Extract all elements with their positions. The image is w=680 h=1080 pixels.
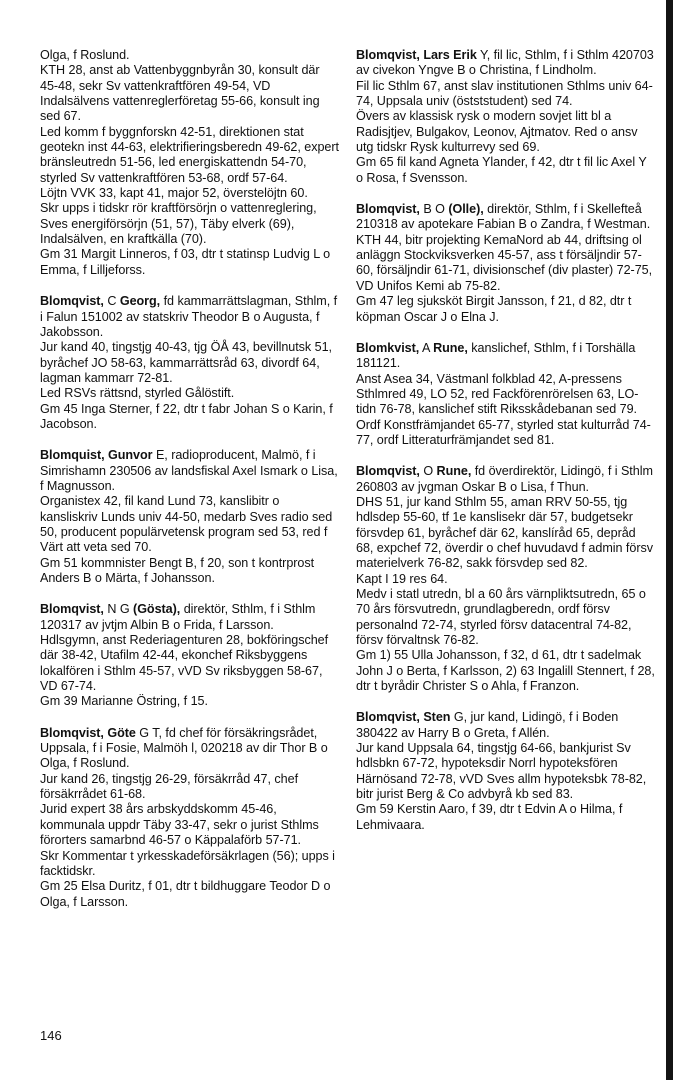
entry-header <box>40 294 340 340</box>
entry-header <box>40 448 340 494</box>
entry-line: Gm 31 Margit Linneros, f 03, dtr t statinsp Ludvig L o Emma, f Lilljeforss. <box>40 247 331 277</box>
entry-paragraph: Ordf Konstfrämjandet 65-77, styrled stat kulturråd 74-77, ordf Litteraturfrämjandet sed 81. <box>356 417 651 447</box>
entry-surname: Blomquist, Gunvor <box>40 448 153 463</box>
entry-intro: Y, fil lic, Sthlm, f i Sthlm 420703 av civekon Yngve B o Christina, f Lindholm. <box>356 48 654 78</box>
entry-surname: Blomqvist, <box>356 202 420 217</box>
entry-surname: Blomqvist, <box>356 464 420 479</box>
entry-intro: E, radioproducent, Malmö, f i Simrishamn 230506 av landsfiskal Axel Ismark o Lisa, f Magnusson. <box>40 448 338 493</box>
biography-entry <box>40 726 340 910</box>
entry-paragraph: Gm 39 Marianne Östring, f 15. <box>40 694 208 709</box>
entry-surname: Blomqvist, Göte <box>40 725 136 740</box>
entry-intro: G, jur kand, Lidingö, f i Boden 380422 av Harry B o Greta, f Allén. <box>356 710 619 740</box>
entry-paragraph: Jur kand Uppsala 64, tingstjg 64-66, bankjurist Sv hdlsbkn 67-72, hypoteksdir Norrl hypoteksfören Härnösand 72-78, vVD Sves allm hypoteksbk 78-82, bitr jurist Berg & Co advbyrå kb sed 83. <box>356 741 647 802</box>
entry-header <box>40 726 340 772</box>
entry-surname: Blomqvist, <box>40 602 104 617</box>
entry-intro: direktör, Sthlm, f i Skellefteå 210318 av apotekare Fabian B o Zandra, f Westman. <box>356 202 651 232</box>
biography-entry <box>356 48 656 186</box>
entry-surname: Blomqvist, Sten <box>356 710 451 725</box>
entry-line: Löjtn VVK 33, kapt 41, major 52, överstelöjtn 60. <box>40 186 308 201</box>
right-column <box>356 48 656 849</box>
entry-paragraph: DHS 51, jur kand Sthlm 55, aman RRV 50-55, tjg hdlsdep 55-60, tf 1e kanslisekr där 57, budgetsekr försvdep 61, byråchef där 62, kanslíråd 65, depråd 68, expchef 72, överdir o chef huvudavd f admin försv materielverk 76-82, sakk försvdep sed 82. <box>356 494 653 571</box>
entry-paragraph: Gm 59 Kerstin Aaro, f 39, dtr t Edvin A o Hilma, f Lehmivaara. <box>356 802 623 832</box>
entry-intro: G T, fd chef för försäkringsrådet, Uppsala, f i Fosie, Malmöh l, 020218 av dir Thor B o Olga, f Roslund. <box>40 725 328 771</box>
biography-entry <box>356 341 656 448</box>
entry-paragraph: Gm 25 Elsa Duritz, f 01, dtr t bildhuggare Teodor D o Olga, f Larsson. <box>40 879 331 909</box>
entry-surname: Blomqvist, <box>40 294 104 309</box>
entry-paragraph: Övers av klassisk rysk o modern sovjet litt bl a Radisjtjev, Bulgakov, Leonov, Ajtmatov. Red o ansv utg tidskr Rysk kulturrevy sed 69. <box>356 109 638 155</box>
entry-paragraph: Gm 1) 55 Ulla Johansson, f 32, d 61, dtr t sadelmak John J o Berta, f Karlsson, 2) 63 Ingalill Stennert, f 28, dtr t byrådir Christer S o Ahla, f Franzon. <box>356 648 655 694</box>
entry-given-plain: A <box>421 340 430 355</box>
entry-intro: fd överdirektör, Lidingö, f i Sthlm 260803 av jvgman Oskar B o Lisa, f Thun. <box>356 464 653 494</box>
entry-given-plain: B O <box>423 202 445 217</box>
entry-paragraph: Jurid expert 38 års arbskyddskomm 45-46, kommunala uppdr Täby 33-47, sekr o jurist Sthlms förorters samarbnd 46-57 o Käppalaförb 57-71. <box>40 802 319 848</box>
page-number: 146 <box>40 1028 62 1043</box>
entry-surname: Blomkvist, <box>356 340 420 355</box>
entry-intro: fd kammarrättslagman, Sthlm, f i Falun 151002 av statskriv Theodor B o Augusta, f Jakobsson. <box>40 294 338 339</box>
entry-paragraph: KTH 44, bitr projekting KemaNord ab 44, driftsing ol anläggn Stockviksverken 45-57, ass t försäljndir 57-60, försäljndir 61-71, divisionschef (div plaster) 72-75, VD Unifos Kemi ab 75-82. <box>356 232 653 293</box>
biography-entry <box>356 464 656 694</box>
entry-given-plain: N G <box>107 602 130 617</box>
biography-entry <box>40 602 340 709</box>
entry-given-plain: O <box>423 464 434 479</box>
entry-intro: kanslichef, Sthlm, f i Torshälla 181121. <box>356 340 636 371</box>
entry-paragraph: Hdlsgymn, anst Rederiagenturen 28, bokföringschef där 38-42, Utafilm 42-44, ekonchef Riksbyggens lokalfören i Sthlm 45-57, vVD Sv riksbyggen 58-67, VD 67-74. <box>40 633 329 694</box>
entry-paragraph: Gm 51 kommnister Bengt B, f 20, son t kontrprost Anders B o Märta, f Johansson. <box>40 555 315 585</box>
entry-header <box>356 48 656 79</box>
entry-header <box>356 202 656 233</box>
entry-header <box>356 464 656 495</box>
biography-entry <box>356 710 656 833</box>
entry-given-bold: (Gösta), <box>133 602 181 617</box>
entry-paragraph: Gm 47 leg sjuksköt Birgit Jansson, f 21, d 82, dtr t köpman Oscar J o Elna J. <box>356 294 632 324</box>
entry-paragraph: Anst Asea 34, Västmanl folkblad 42, A-pressens Sthlmred 49, LO 52, red Fackförenrörelsen 63, LO-tidn 76-78, kanslichef stift Riksskådebanan sed 79. <box>356 371 639 417</box>
entry-paragraph: Gm 65 fil kand Agneta Ylander, f 42, dtr t fil lic Axel Y o Rosa, f Svensson. <box>356 155 647 185</box>
entry-paragraph: Gm 45 Inga Sterner, f 22, dtr t fabr Johan S o Karin, f Jacobson. <box>40 401 333 431</box>
entry-paragraph: Led RSVs rättsnd, styrled Gålöstift. <box>40 386 235 401</box>
biography-entry <box>40 294 340 432</box>
entry-header <box>356 710 656 741</box>
entry-line: Led komm f byggnforskn 42-51, direktionen stat geotekn inst 44-63, elektrifieringsberedn 49-62, expert bränsleutredn 51-56, led energiskattendn 54-70, styrled Sv vattenkraftfören 53-68, ordf 57-64. <box>40 124 339 185</box>
entry-paragraph: Jur kand 26, tingstjg 26-29, försäkrråd 47, chef försäkrrådet 61-68. <box>40 771 299 802</box>
entry-paragraph: Organistex 42, fil kand Lund 73, kanslibitr o kansliskriv Lunds univ 44-50, medarb Sves radio sed 50, producent populärvetensk program sed 53, red f Värt att veta sed 70. <box>40 494 333 555</box>
biography-entry <box>356 202 656 325</box>
entry-line: KTH 28, anst ab Vattenbyggnbyrån 30, konsult där 45-48, sekr Sv vattenkraftfören 49-54, VD Indalsälvens vattenreglerföretag 55-66, konsult ing sed 67. <box>40 63 320 124</box>
entry-given-bold: Rune, <box>433 340 468 355</box>
continued-entry <box>40 48 340 278</box>
entry-intro: direktör, Sthlm, f i Sthlm 120317 av jvtjm Albin B o Frida, f Larsson. <box>40 602 316 632</box>
entry-paragraph: Medv i statl utredn, bl a 60 års värnpliktsutredn, 65 o 70 års försvutredn, grundlagberedn, ordf försv personalnd 72-74, styrled försv datacentral 74-82, försv förvaltnsk 76-82. <box>356 587 646 648</box>
entry-paragraph: Jur kand 40, tingstjg 40-43, tjg ÖÅ 43, bevillnutsk 51, byråchef JO 58-63, kammarrättsråd 63, divordf 64, lagman kammarr 72-81. <box>40 340 332 385</box>
page-edge-border <box>666 0 673 1080</box>
entry-paragraph: Skr Kommentar t yrkesskadeförsäkrlagen (56); upps i facktidskr. <box>40 848 335 878</box>
entry-given-bold: Rune, <box>436 464 472 479</box>
entry-given-bold: (Olle), <box>448 202 484 217</box>
entry-surname: Blomqvist, Lars Erik <box>356 48 477 62</box>
entry-header <box>40 602 340 633</box>
entry-paragraph: Fil lic Sthlm 67, anst slav institutionen Sthlms univ 64-74, Uppsala univ (östststudent) sed 74. <box>356 78 653 109</box>
left-column <box>40 48 340 926</box>
entry-line: Olga, f Roslund. <box>40 48 130 62</box>
entry-header <box>356 341 656 372</box>
entry-paragraph: Kapt I 19 res 64. <box>356 571 448 586</box>
entry-given-bold: Georg, <box>119 294 161 309</box>
biography-entry <box>40 448 340 586</box>
entry-line: Skr upps i tidskr rör kraftförsörjn o vattenreglering, Sves energiförsörjn (51, 57), Täby elverk (69), Indalsälven, en kraftkälla (70). <box>40 201 317 247</box>
entry-given-plain: C <box>107 294 117 309</box>
